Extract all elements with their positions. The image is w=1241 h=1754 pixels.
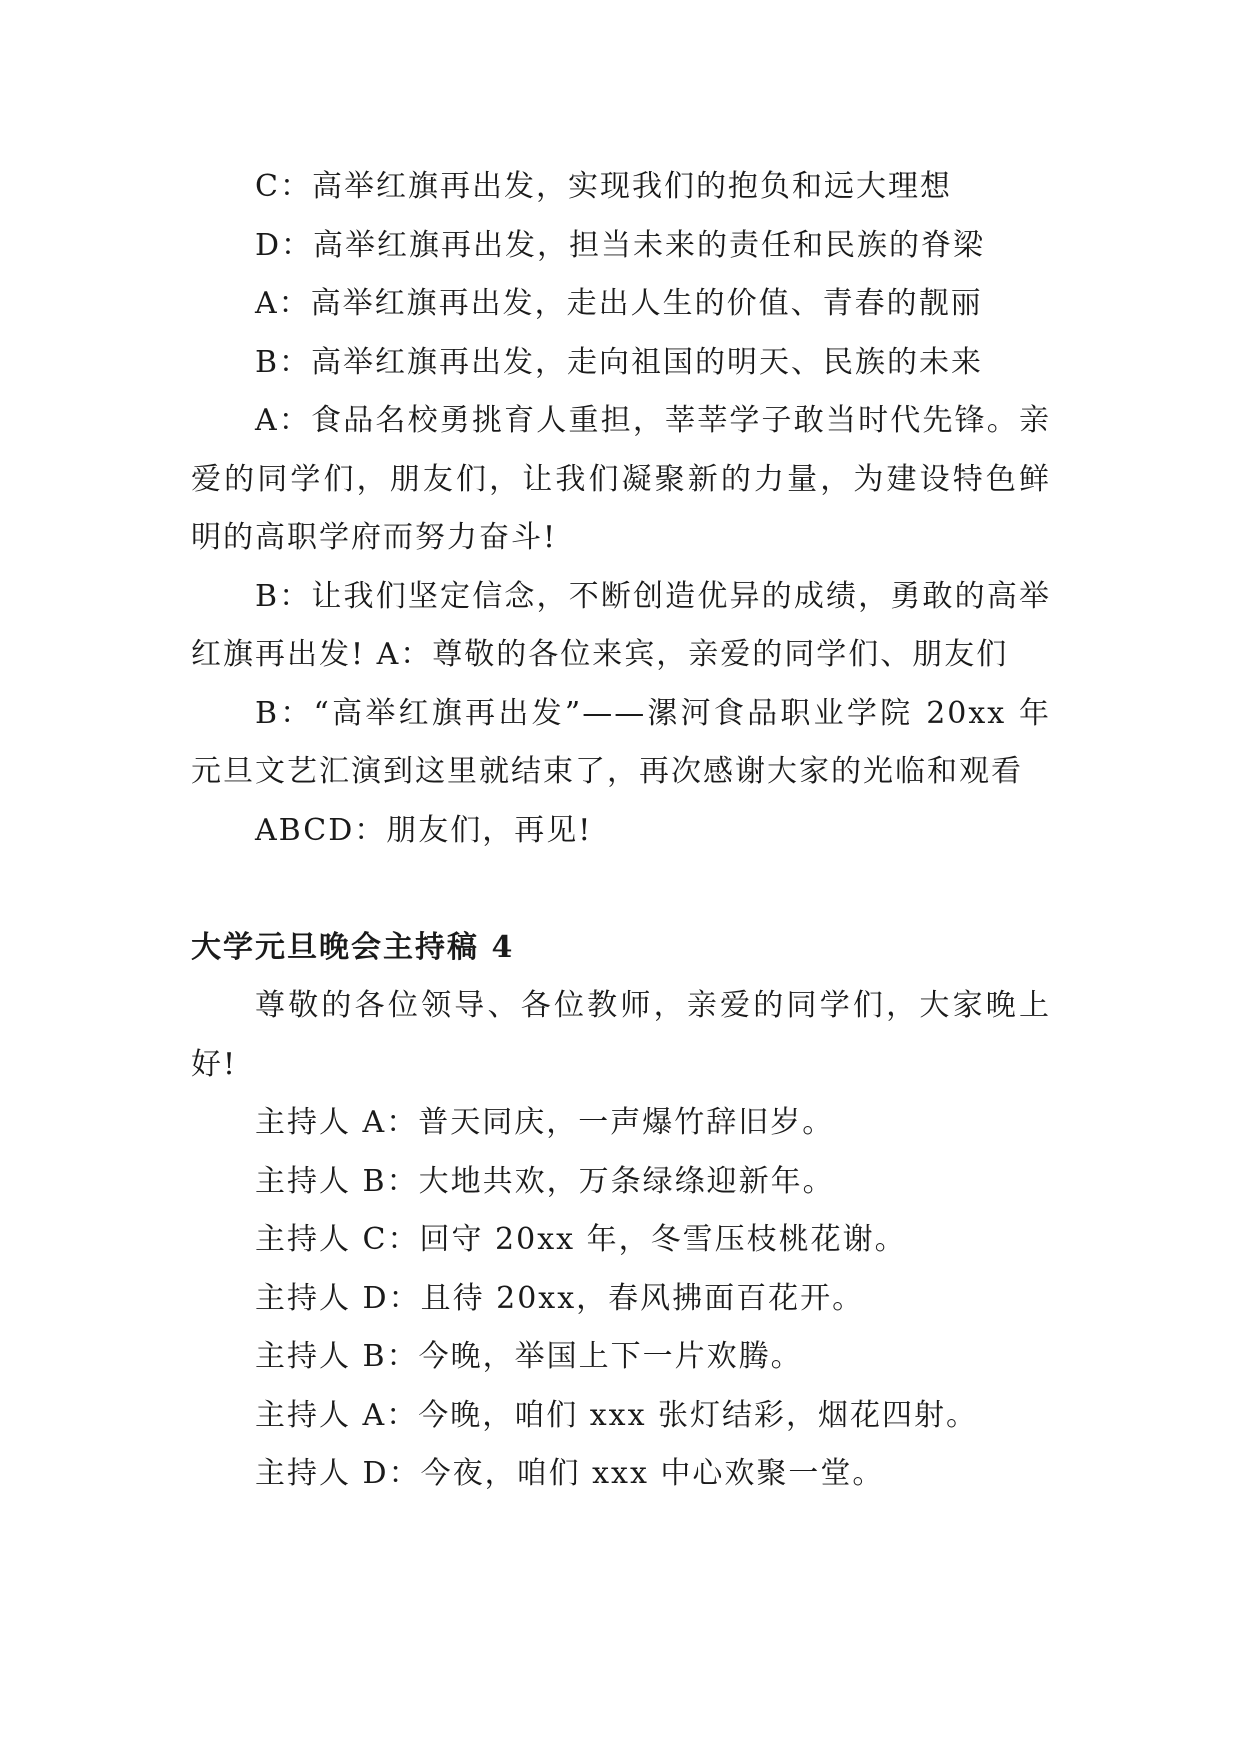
paragraph: B：让我们坚定信念，不断创造优异的成绩，勇敢的高举红旗再出发! A：尊敬的各位来宾，亲爱的同学们、朋友们: [191, 578, 1051, 672]
paragraph: B：高举红旗再出发，走向祖国的明天、民族的未来: [255, 344, 984, 380]
document-page: [191, 158, 1051, 1504]
paragraph: A：高举红旗再出发，走出人生的价值、青春的靓丽: [255, 286, 983, 321]
paragraph: 主持人 D：且待 20xx，春风拂面百花开。: [255, 1280, 865, 1316]
paragraph: A：食品名校勇挑育人重担，莘莘学子敢当时代先锋。亲爱的同学们，朋友们，让我们凝聚新的力量，为建设特色鲜明的高职学府而努力奋斗!: [191, 403, 1051, 555]
paragraph: 主持人 C：回守 20xx 年，冬雪压枝桃花谢。: [255, 1222, 907, 1257]
paragraph: D：高举红旗再出发，担当未来的责任和民族的脊梁: [255, 227, 986, 263]
paragraph: C：高举红旗再出发，实现我们的抱负和远大理想: [255, 169, 952, 204]
paragraph: 主持人 A：今晚，咱们 xxx 张灯结彩，烟花四射。: [255, 1397, 979, 1433]
paragraph: 主持人 B：今晚，举国上下一片欢腾。: [255, 1339, 803, 1374]
paragraph: 主持人 A：普天同庆，一声爆竹辞旧岁。: [255, 1105, 835, 1140]
paragraph: 主持人 B：大地共欢，万条绿绦迎新年。: [255, 1163, 835, 1199]
blank-line: [191, 860, 1051, 919]
paragraph: 尊敬的各位领导、各位教师，亲爱的同学们，大家晚上好!: [191, 988, 1051, 1082]
paragraph: ABCD：朋友们，再见!: [255, 812, 593, 848]
section-heading: 大学元旦晚会主持稿 4: [191, 929, 515, 965]
paragraph: B：“高举红旗再出发”——漯河食品职业学院 20xx 年元旦文艺汇演到这里就结束了，再次感谢大家的光临和观看: [191, 695, 1051, 789]
paragraph: 主持人 D：今夜，咱们 xxx 中心欢聚一堂。: [255, 1456, 885, 1491]
